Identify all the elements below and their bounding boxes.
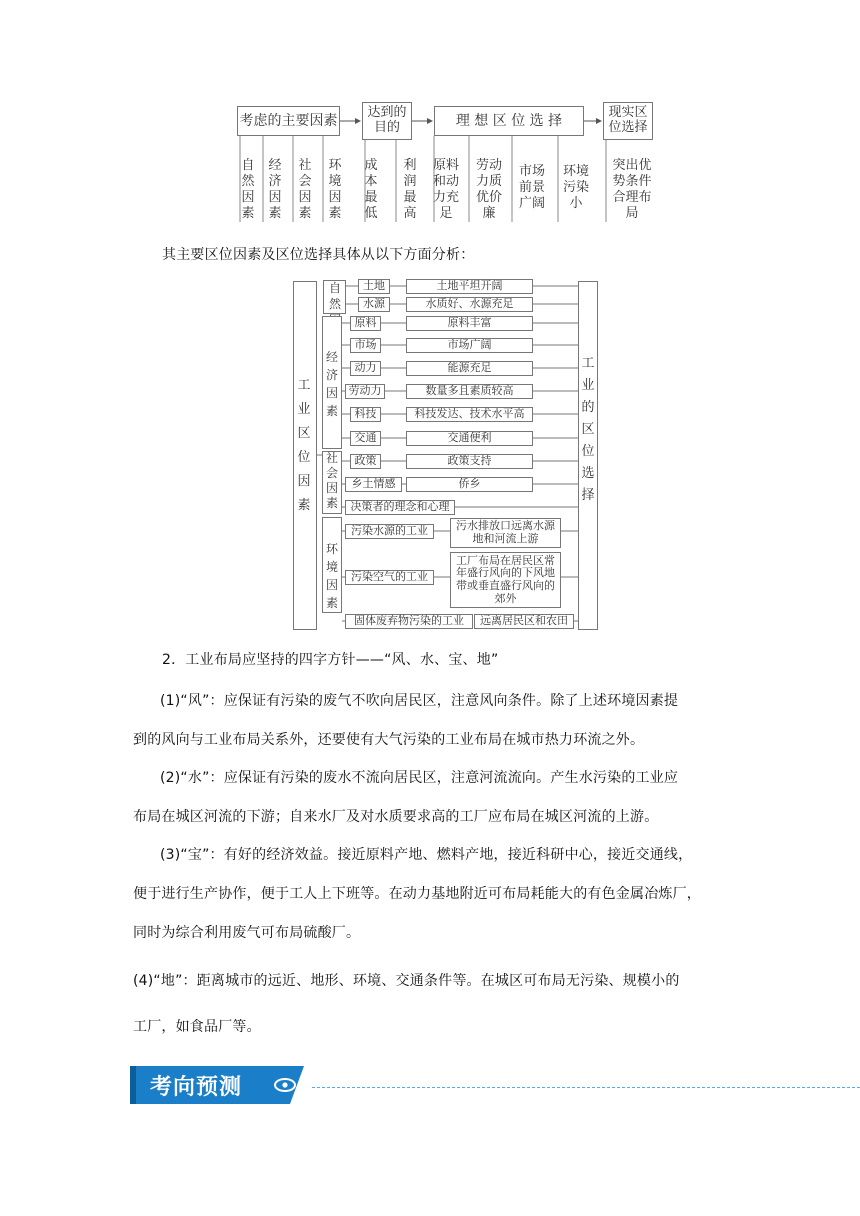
goal-cost: 成本最低 <box>364 158 378 221</box>
desc-policy: 政策支持 <box>406 454 533 469</box>
factor-natural: 自然因素 <box>241 158 255 221</box>
desc-transport: 交通便利 <box>406 431 533 446</box>
factor-water: 水源 <box>358 297 390 312</box>
desc-water-pollution: 污水排放口远离水源地和河流上游 <box>450 518 561 548</box>
section-title: 2．工业布局应坚持的四字方针——“风、水、宝、地” <box>162 652 499 668</box>
ideal-box: 理 想 区 位 选 择 <box>434 106 584 136</box>
section-tag-label: 考向预测 <box>150 1075 243 1100</box>
reality-box: 现实区位选择 <box>603 102 653 140</box>
factor-social: 社会因素 <box>298 158 312 221</box>
para3-line2: 便于进行生产协作，便于工人上下班等。在动力基地附近可布局耗能大的有色金属冶炼厂， <box>133 886 701 902</box>
factor-environment: 环境因素 <box>328 158 342 221</box>
factor-transport: 交通 <box>350 431 381 446</box>
factor-policy: 政策 <box>350 454 381 469</box>
right-title: 工业的区位选择 <box>581 356 595 503</box>
group-environment: 环境因素 <box>325 542 338 610</box>
factor-power: 动力 <box>350 361 381 376</box>
goal-profit: 利润最高 <box>403 158 417 221</box>
factor-water-pollution: 污染水源的工业 <box>345 524 434 539</box>
factor-air-pollution: 污染空气的工业 <box>345 570 434 585</box>
ideal-item-2: 劳动力质优价廉 <box>475 158 502 221</box>
ideal-item-3: 市场前景广阔 <box>518 164 545 211</box>
para4-line2: 工厂，如食品厂等。 <box>133 1019 261 1035</box>
factor-hometown: 乡土情感 <box>345 477 402 492</box>
ideal-item-4: 环境污染小 <box>562 164 589 211</box>
factor-labor: 劳动力 <box>345 384 385 399</box>
factor-raw: 原料 <box>350 316 381 331</box>
ideal-item-1: 原料和动力充足 <box>432 158 459 221</box>
section-tag-line <box>312 1087 860 1088</box>
eye-icon <box>275 1075 295 1095</box>
factor-tech: 科技 <box>350 407 381 422</box>
desc-market: 市场广阔 <box>406 338 533 353</box>
reality-item: 突出优势条件合理布局 <box>612 158 652 221</box>
factor-economic: 经济因素 <box>268 158 282 221</box>
factor-land: 土地 <box>358 279 390 294</box>
desc-tech: 科技发达、技术水平高 <box>406 407 533 422</box>
desc-raw: 原料丰富 <box>406 316 533 331</box>
para2-line1: (2)“水”：应保证有污染的废水不流向居民区，注意河流流向。产生水污染的工业应 <box>160 770 679 786</box>
factor-market: 市场 <box>350 338 381 353</box>
goal-box: 达到的目的 <box>362 102 412 140</box>
desc-water: 水质好、水源充足 <box>406 297 533 312</box>
para4-line1: (4)“地”：距离城市的远近、地形、环境、交通条件等。在城区可布局无污染、规模小的 <box>133 973 680 989</box>
desc-labor: 数量多且素质较高 <box>406 384 533 399</box>
group-economic: 经济因素 <box>325 350 338 418</box>
intro-text: 其主要区位因素及区位选择具体从以下方面分析： <box>162 247 475 263</box>
desc-hometown: 侨乡 <box>406 477 533 492</box>
factor-solid-pollution: 固体废弃物污染的工业 <box>345 614 473 629</box>
desc-solid-pollution: 远离居民区和农田 <box>474 614 574 629</box>
group-social: 社会因素 <box>325 451 338 510</box>
para1-line1: (1)“风”：应保证有污染的废气不吹向居民区，注意风向条件。除了上述环境因素提 <box>160 693 679 709</box>
para2-line2: 布局在城区河流的下游；自来水厂及对水质要求高的工厂应布局在城区河流的上游。 <box>133 809 659 825</box>
factor-decision: 决策者的理念和心理 <box>345 500 455 515</box>
left-title: 工业区位因素 <box>297 378 311 513</box>
group-natural: 自然 <box>328 281 341 311</box>
main-factors-box: 考虑的主要因素 <box>237 106 340 136</box>
para3-line3: 同时为综合利用废气可布局硫酸厂。 <box>133 925 361 941</box>
desc-air-pollution: 工厂布局在居民区常年盛行风向的下风地带或垂直盛行风向的郊外 <box>450 552 561 608</box>
desc-power: 能源充足 <box>406 361 533 376</box>
para3-line1: (3)“宝”：有好的经济效益。接近原料产地、燃料产地，接近科研中心，接近交通线， <box>160 847 693 863</box>
desc-land: 土地平坦开阔 <box>406 279 533 294</box>
para1-line2: 到的风向与工业布局关系外，还要使有大气污染的工业布局在城市热力环流之外。 <box>133 732 645 748</box>
